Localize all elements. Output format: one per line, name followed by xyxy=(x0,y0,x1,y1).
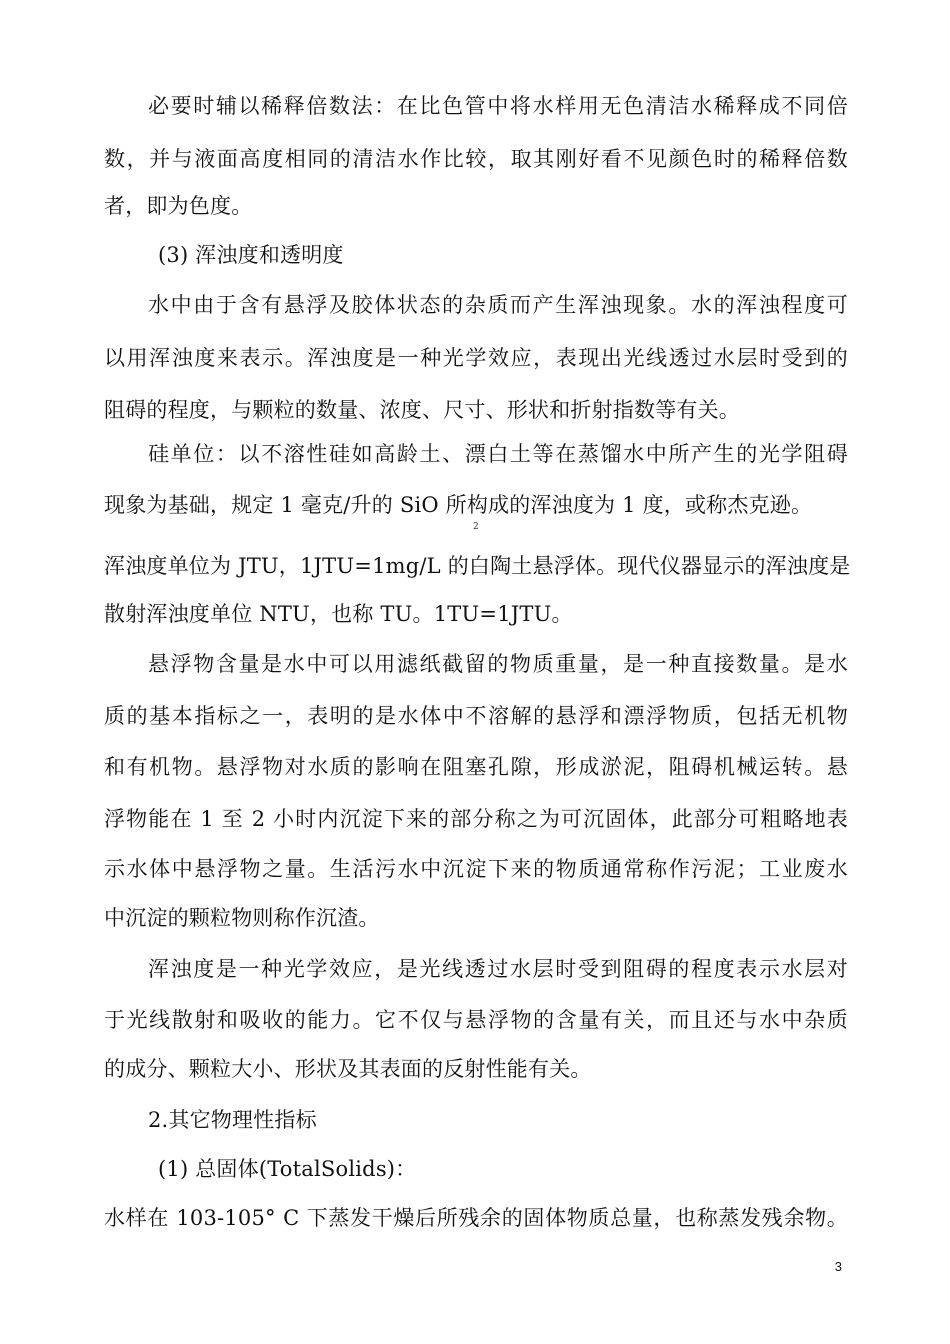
text-line: 悬浮物含量是水中可以用滤纸截留的物质重量，是一种直接数量。是水 xyxy=(148,652,848,676)
text-line: 散射浑浊度单位 NTU，也称 TU。1TU=1JTU。 xyxy=(104,602,573,626)
text-line: 水样在 103-105° C 下蒸发干燥后所残余的固体物质总量，也称蒸发残余物。 xyxy=(104,1206,848,1230)
text-line: 中沉淀的颗粒物则称作沉渣。 xyxy=(104,906,380,930)
text-line: 者，即为色度。 xyxy=(104,194,253,218)
text-line: 浑浊度是一种光学效应，是光线透过水层时受到阻碍的程度表示水层对 xyxy=(148,957,848,981)
text-line: 现象为基础，规定 1 毫克/升的 SiO 所构成的浑浊度为 1 度，或称杰克逊。 xyxy=(104,493,813,517)
text-line: 数，并与液面高度相同的清洁水作比较，取其刚好看不见颜色时的稀释倍数 xyxy=(104,147,848,171)
text-line: 和有机物。悬浮物对水质的影响在阻塞孔隙，形成淤泥，阻碍机械运转。悬 xyxy=(104,755,848,779)
text-line: 水中由于含有悬浮及胶体状态的杂质而产生浑浊现象。水的浑浊程度可 xyxy=(148,293,848,317)
subscript: 2 xyxy=(473,522,479,532)
subsection-heading: (1) 总固体(TotalSolids)： xyxy=(158,1157,417,1181)
page-number: 3 xyxy=(834,1259,842,1274)
text-line: 阻碍的程度，与颗粒的数量、浓度、尺寸、形状和折射指数等有关。 xyxy=(104,398,740,422)
text-line: 质的基本指标之一，表明的是水体中不溶解的悬浮和漂浮物质，包括无机物 xyxy=(104,704,848,728)
text-line: 硅单位：以不溶性硅如高龄土、漂白土等在蒸馏水中所产生的光学阻碍 xyxy=(148,442,848,466)
text-line: 以用浑浊度来表示。浑浊度是一种光学效应，表现出光线透过水层时受到的 xyxy=(104,346,848,370)
section-heading: (3) 浑浊度和透明度 xyxy=(158,243,344,267)
text-line: 必要时辅以稀释倍数法：在比色管中将水样用无色清洁水稀释成不同倍 xyxy=(148,94,848,118)
text-line: 浑浊度单位为 JTU，1JTU=1mg/L 的白陶土悬浮体。现代仪器显示的浑浊度是 xyxy=(104,554,851,578)
text-line: 示水体中悬浮物之量。生活污水中沉淀下来的物质通常称作污泥；工业废水 xyxy=(104,857,848,881)
text-line: 的成分、颗粒大小、形状及其表面的反射性能有关。 xyxy=(104,1057,592,1081)
section-heading: 2.其它物理性指标 xyxy=(148,1108,317,1132)
text-line: 于光线散射和吸收的能力。它不仅与悬浮物的含量有关，而且还与水中杂质 xyxy=(104,1008,848,1032)
text-line: 浮物能在 1 至 2 小时内沉淀下来的部分称之为可沉固体，此部分可粗略地表 xyxy=(104,807,848,831)
